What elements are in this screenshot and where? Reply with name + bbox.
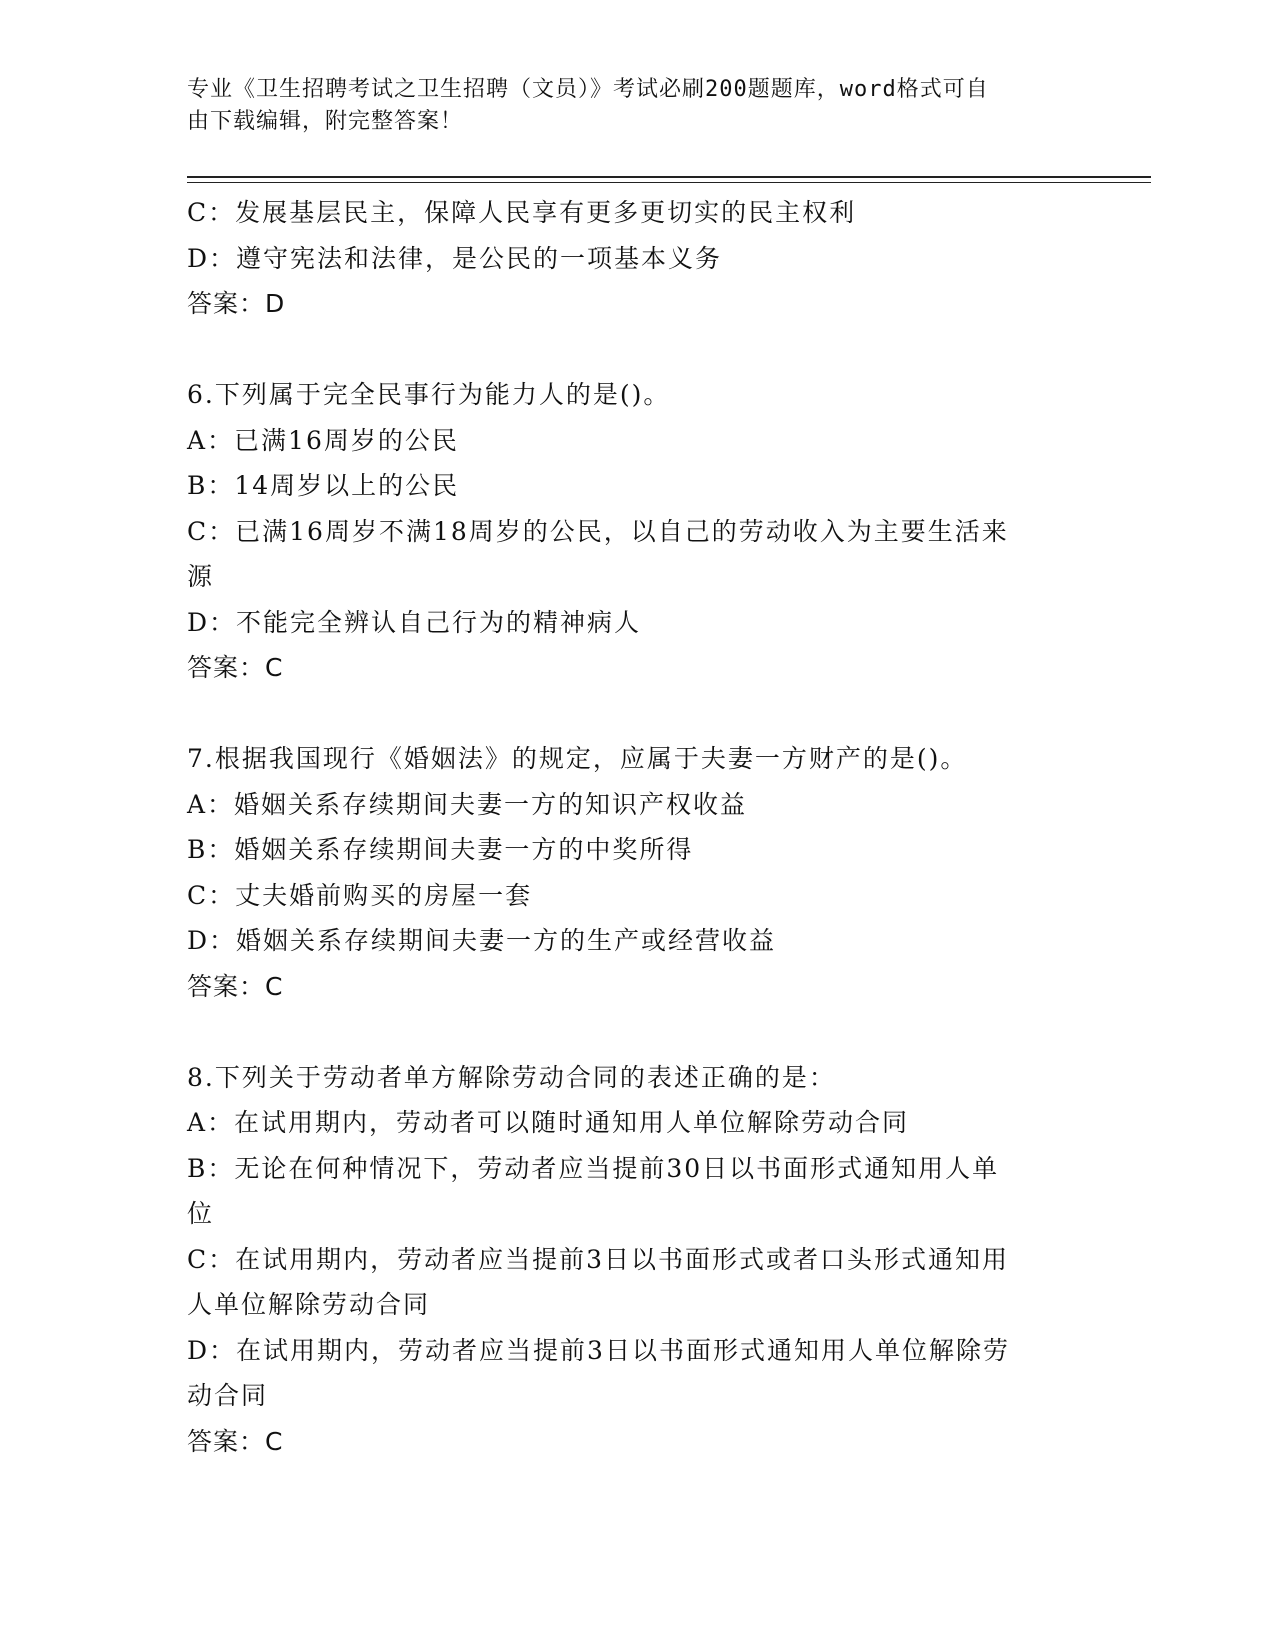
document-header bbox=[187, 74, 1067, 138]
q7-answer: 答案：C bbox=[187, 971, 284, 1001]
q6-option-c-line-2: 源 bbox=[187, 562, 215, 591]
q7-option-c: C：丈夫婚前购买的房屋一套 bbox=[187, 880, 533, 910]
q7-stem: 7.根据我国现行《婚姻法》的规定，应属于夫妻一方财产的是()。 bbox=[187, 744, 968, 773]
q6-option-a: A：已满16周岁的公民 bbox=[187, 425, 459, 455]
spacer bbox=[187, 1009, 1067, 1055]
q7-option-d: D：婚姻关系存续期间夫妻一方的生产或经营收益 bbox=[187, 926, 777, 955]
q5-option-d: D：遵守宪法和法律，是公民的一项基本义务 bbox=[187, 243, 723, 273]
q8-option-c-line-1: C：在试用期内，劳动者应当提前3日以书面形式或者口头形式通知用 bbox=[187, 1244, 1010, 1274]
q7-option-b: B：婚姻关系存续期间夫妻一方的中奖所得 bbox=[187, 835, 694, 864]
q5-answer: 答案：D bbox=[187, 289, 286, 318]
question-8-block bbox=[187, 1055, 1067, 1465]
q6-option-b: B：14周岁以上的公民 bbox=[187, 471, 460, 500]
question-6-block bbox=[187, 372, 1067, 691]
q8-option-a: A：在试用期内，劳动者可以随时通知用人单位解除劳动合同 bbox=[187, 1108, 910, 1137]
question-7-block bbox=[187, 736, 1067, 1009]
q8-answer: 答案：C bbox=[187, 1426, 284, 1456]
header-title-line-2: 由下载编辑，附完整答案！ bbox=[187, 109, 464, 134]
q7-option-a: A：婚姻关系存续期间夫妻一方的知识产权收益 bbox=[187, 789, 748, 819]
spacer bbox=[187, 691, 1067, 737]
q6-answer: 答案：C bbox=[187, 653, 284, 682]
q8-option-b-line-1: B：无论在何种情况下，劳动者应当提前30日以书面形式通知用人单 bbox=[187, 1153, 1000, 1183]
q8-option-b-line-2: 位 bbox=[187, 1199, 215, 1228]
question-content bbox=[187, 190, 1067, 1464]
question-5-block bbox=[187, 190, 1067, 327]
q6-option-c-line-1: C：已满16周岁不满18周岁的公民，以自己的劳动收入为主要生活来 bbox=[187, 516, 1009, 546]
q5-option-c: C：发展基层民主，保障人民享有更多更切实的民主权利 bbox=[187, 198, 857, 227]
q6-option-d: D：不能完全辨认自己行为的精神病人 bbox=[187, 607, 642, 637]
header-title-line-1: 专业《卫生招聘考试之卫生招聘（文员）》考试必刷200题题库，word格式可自 bbox=[187, 77, 989, 102]
spacer bbox=[187, 327, 1067, 373]
header-divider-thick bbox=[187, 176, 1151, 178]
q8-option-c-line-2: 人单位解除劳动合同 bbox=[187, 1290, 431, 1319]
q8-option-d-line-1: D：在试用期内，劳动者应当提前3日以书面形式通知用人单位解除劳 bbox=[187, 1335, 1010, 1365]
q6-stem: 6.下列属于完全民事行为能力人的是()。 bbox=[187, 380, 671, 409]
q8-option-d-line-2: 动合同 bbox=[187, 1381, 269, 1410]
q8-stem: 8.下列关于劳动者单方解除劳动合同的表述正确的是： bbox=[187, 1062, 836, 1092]
header-divider-thin bbox=[187, 182, 1151, 183]
